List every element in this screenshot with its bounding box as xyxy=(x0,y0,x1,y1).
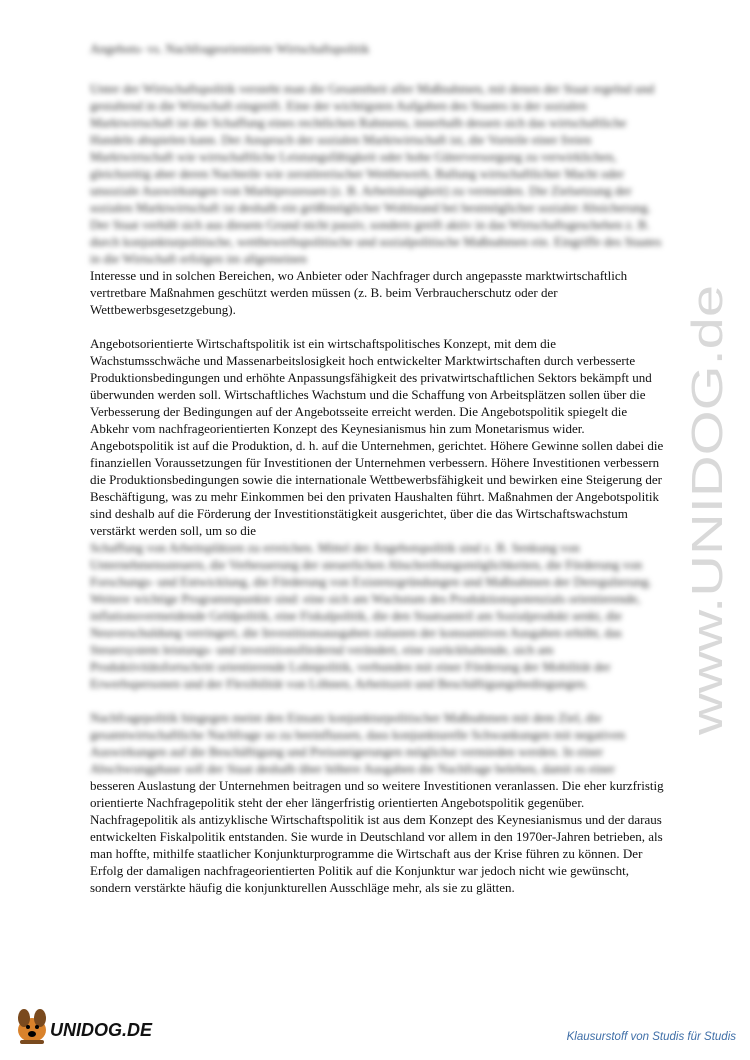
paragraph-3-visible: Angebotspolitik ist auf die Produktion, d. h. auf die Unternehmen, gerichtet. Höhere Gewinne sollen dabei die finanziellen Voraussetzungen für Investitionen der Unternehmen verbessern. Höhere Investitionen verbessern die Produktionsbedingungen sowie die internationale Wettbewerbsfähigkeit und bewirken eine Steigerung der Beschäftigung, was zu mehr Einkommen bei den privaten Haushalten führt. Maßnahmen der Angebotspolitik sind deshalb auf die Förderung der Investitionstätigkeit ausgerichtet, über die das Wirtschaftswachstum verstärkt werden soll, um so die xyxy=(90,438,664,538)
dog-icon xyxy=(18,1009,46,1044)
watermark xyxy=(672,280,742,740)
paragraph-1-blurred: Unter der Wirtschaftspolitik versteht man die Gesamtheit aller Maßnahmen, mit denen der Staat regelnd und gestaltend in die Wirtschaft eingreift. Eine der wichtigsten Aufgaben des Staates in der sozialen Marktwirtschaft ist die Schaffung eines rechtlichen Rahmens, innerhalb dessen sich das wirtschaftliche Handeln abspielen kann. Der Anspruch der sozialen Marktwirtschaft ist, die Vorteile einer freien Marktwirtschaft wie wirtschaftliche Leistungsfähigkeit oder hohe Güterversorgung zu verwirklichen, gleichzeitig aber deren Nachteile wie zerstörerischer Wettbewerb, Ballung wirtschaftlicher Macht oder unsoziale Auswirkungen von Marktprozessen (z. B. Arbeitslosigkeit) zu vermeiden. Die Zielsetzung der sozialen Marktwirtschaft ist deshalb ein größtmöglicher Wohlstand bei bestmöglicher sozialer Absicherung. Der Staat verhält sich aus diesem Grund nicht passiv, sondern greift aktiv in das Wirtschaftsgeschehen z. B. durch konjunkturpolitische, wettbewerbspolitische und sozialpolitische Maßnahmen ein. Eingriffe des Staates in die Wirtschaft erfolgen im allgemeinen xyxy=(90,81,662,266)
paragraph-6: Nachfragepolitik als antizyklische Wirtschaftspolitik ist aus dem Konzept des Keynesianismus und der daraus entwickelten Fiskalpolitik entstanden. Sie wurde in Deutschland vor allem in den 1970er-Jahren betrieben, als man hoffte, mithilfe staatlicher Konjunkturprogramme die Wirtschaft aus der Krise führen zu können. Der Erfolg der damaligen nachfrageorientierten Politik auf die Konjunktur war jedoch nicht wie gewünscht, sondern verstärkte häufig die konjunkturellen Ausschläge mehr, als sie zu glätten. xyxy=(90,812,663,895)
paragraph-5-visible: besseren Auslastung der Unternehmen beitragen und so weitere Investitionen veranlassen. Die eher kurzfristig orientierte Nachfragepolitik steht der eher längerfristig orientierten Angebotspolitik gegenüber. xyxy=(90,778,664,810)
document-title: Angebots- vs. Nachfrageorientierte Wirtschaftspolitik xyxy=(90,41,370,56)
logo-text: UNIDOG.DE xyxy=(50,1020,153,1040)
paragraph-4-blurred: Weitere wichtige Programmpunkte sind: eine sich am Wachstum des Produktionspotenzials orientierende, inflationsvermeidende Geldpolitik, eine Fiskalpolitik, die den Staatsanteil am Sozialprodukt senkt, die Neuverschuldung verringert, die Investitionsausgaben zulasten der konsumtiven Ausgaben erhöht, das Steuersystem leistungs- und investitionsfördernd verändert, eine zurückhaltende, sich am Produktivitätsfortschritt orientierende Lohnpolitik, verbunden mit einer Förderung der Mobilität der Erwerbspersonen und der Flexibilität von Löhnen, Arbeitszeit und Beschäftigungsbedingungen. xyxy=(90,591,641,691)
footer-tagline: Klausurstoff von Studis für Studis xyxy=(566,1031,736,1043)
paragraph-2: Angebotsorientierte Wirtschaftspolitik ist ein wirtschaftspolitisches Konzept, mit dem die Wachstumsschwäche und Massenarbeitslosigkeit hoch entwickelter Marktwirtschaften durch verbesserte Produktionsbedingungen und erhöhte Anpassungsfähigkeit des privatwirtschaftlichen Sektors bekämpft und überwunden werden soll. Wirtschaftliches Wachstum und die Schaffung von Arbeitsplätzen sollen über die Verbesserung der Bedingungen auf der Angebotsseite erreicht werden. Die Angebotspolitik spiegelt die Abkehr vom nachfrageorientierten Konzept des Keynesianismus hin zum Monetarismus wider. xyxy=(90,336,652,436)
paragraph-1-visible: Interesse und in solchen Bereichen, wo Anbieter oder Nachfrager durch angepasste marktwirtschaftlich vertretbare Maßnahmen geschützt werden müssen (z. B. beim Verbraucherschutz oder der Wettbewerbsgesetzgebung). xyxy=(90,268,628,317)
paragraph-5-blurred: Nachfragepolitik hingegen meint den Einsatz konjunkturpolitischer Maßnahmen mit dem Ziel, die gesamtwirtschaftliche Nachfrage so zu beeinflussen, dass konjunkturelle Schwankungen mit negativen Auswirkungen auf die Beschäftigung und Preissteigerungen möglichst vermieden werden. In einer Abschwungphase soll der Staat deshalb über höhere Ausgaben die Nachfrage beleben, damit es einer xyxy=(90,710,626,776)
unidog-logo xyxy=(10,1000,170,1048)
watermark-text: www.UNIDOG.de xyxy=(683,392,732,735)
paragraph-3-blurred: Schaffung von Arbeitsplätzen zu erreichen. Mittel der Angebotspolitik sind z. B. Senkung von Unternehmenssteuern, die Verbesserung der steuerlichen Abschreibungsmöglichkeiten, die Förderung von Forschungs- und Entwicklung, die Förderung von Existenzgründungen und Maßnahmen der Deregulierung. xyxy=(90,540,652,589)
document-page xyxy=(90,40,665,896)
